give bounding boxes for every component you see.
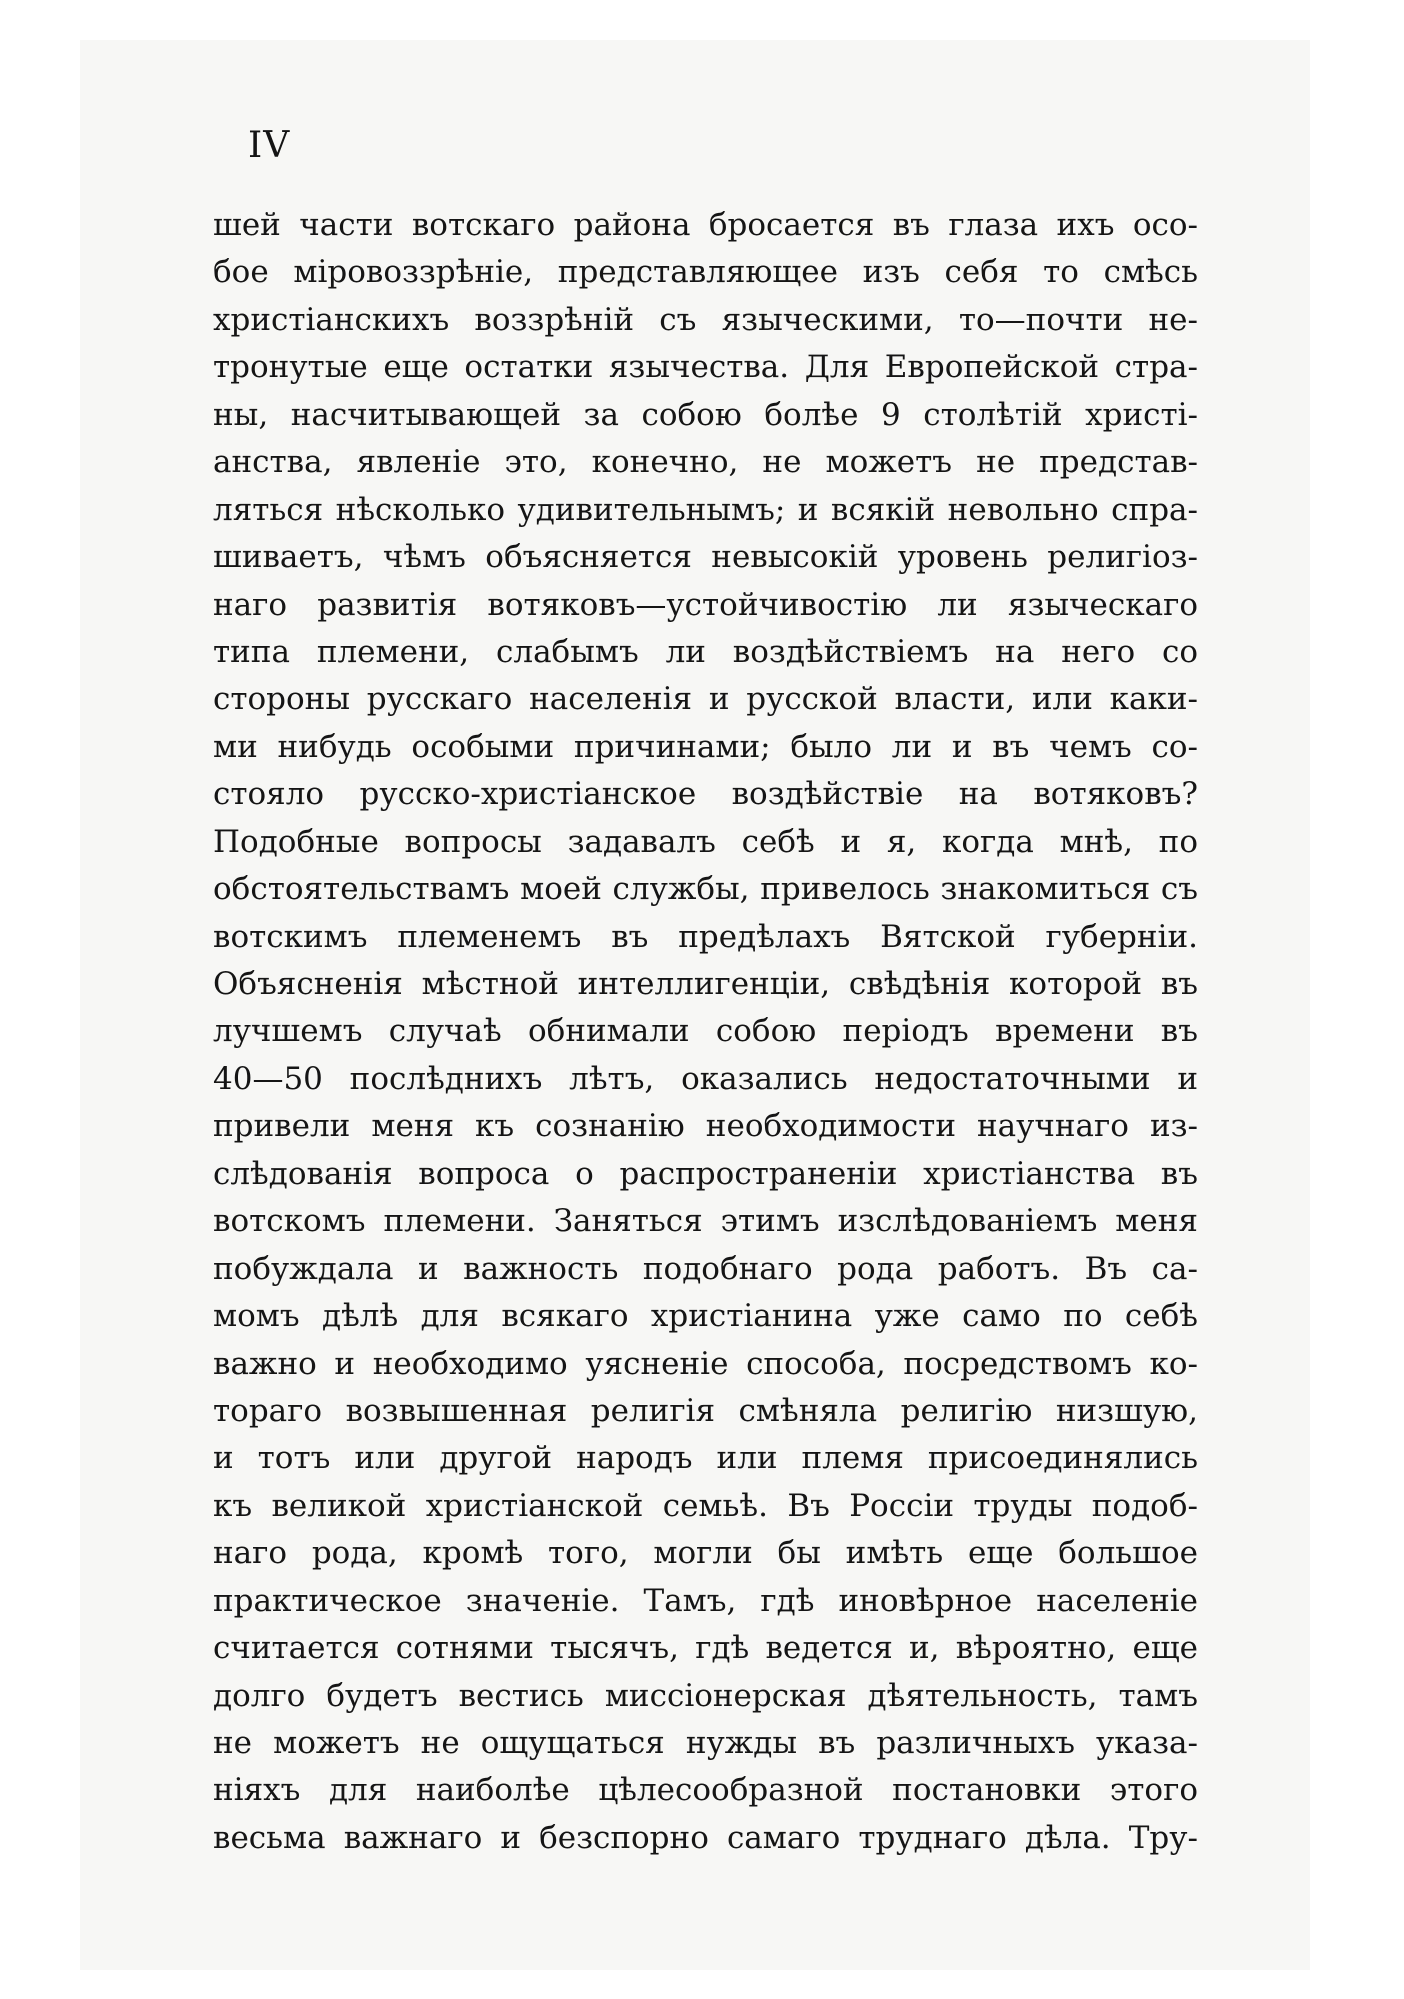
text-line: тораго возвышенная религія смѣняла религію низшую, (213, 1392, 1198, 1429)
text-line: вотскимъ племенемъ въ предѣлахъ Вятской губерніи. (213, 918, 1198, 955)
text-line: весьма важнаго и безспорно самаго труднаго дѣла. Тру- (213, 1819, 1198, 1856)
text-line: стояло русско-христіанское воздѣйствіе на вотяковъ? (213, 776, 1198, 813)
text-line: ляться нѣсколько удивительнымъ; и всякій невольно спра- (213, 491, 1198, 528)
text-line: привели меня къ сознанію необходимости научнаго из- (213, 1108, 1198, 1145)
text-line: Объясненія мѣстной интеллигенціи, свѣдѣнія которой въ (213, 966, 1198, 1002)
text-line: не можетъ не ощущаться нужды въ различныхъ указа- (213, 1725, 1198, 1761)
text-line: типа племени, слабымъ ли воздѣйствіемъ на него со (213, 633, 1198, 670)
text-line: момъ дѣлѣ для всякаго христіанина уже само по себѣ (213, 1298, 1198, 1335)
text-line: Подобные вопросы задавалъ себѣ и я, когда мнѣ, по (213, 823, 1198, 860)
body-text (213, 202, 1198, 1862)
text-line: долго будетъ вестись миссіонерская дѣятельность, тамъ (213, 1677, 1198, 1714)
text-line: ніяхъ для наиболѣе цѣлесообразной постановки этого (213, 1772, 1198, 1809)
text-line: лучшемъ случаѣ обнимали собою періодъ времени въ (213, 1013, 1198, 1050)
page-number: IV (248, 125, 291, 166)
text-line: вотскомъ племени. Заняться этимъ изслѣдованіемъ меня (213, 1203, 1198, 1240)
text-line: и тотъ или другой народъ или племя присоединялись (213, 1440, 1198, 1477)
text-line: къ великой христіанской семьѣ. Въ Россіи труды подоб- (213, 1487, 1198, 1524)
text-line: ны, насчитывающей за собою болѣе 9 столѣтій христі- (213, 396, 1198, 433)
text-line: шей части вотскаго района бросается въ глаза ихъ осо- (213, 207, 1198, 243)
text-line: шиваетъ, чѣмъ объясняется невысокій уровень религіоз- (213, 539, 1198, 576)
text-line: наго рода, кромѣ того, могли бы имѣть еще большое (213, 1535, 1198, 1572)
text-line: побуждала и важность подобнаго рода работъ. Въ са- (213, 1250, 1198, 1287)
text-line: слѣдованія вопроса о распространеніи христіанства въ (213, 1155, 1198, 1192)
text-line: обстоятельствамъ моей службы, привелось знакомиться съ (213, 871, 1198, 908)
text-line: ми нибудь особыми причинами; было ли и въ чемъ со- (213, 728, 1198, 765)
text-line: христіанскихъ воззрѣній съ языческими, то—почти не- (213, 301, 1198, 338)
text-line: анства, явленіе это, конечно, не можетъ не представ- (213, 444, 1198, 481)
text-line: 40—50 послѣднихъ лѣтъ, оказались недостаточными и (213, 1060, 1198, 1097)
text-line: бое міровоззрѣніе, представляющее изъ себя то смѣсь (213, 254, 1198, 291)
text-line: считается сотнями тысячъ, гдѣ ведется и, вѣроятно, еще (213, 1630, 1198, 1667)
text-line: важно и необходимо уясненіе способа, посредствомъ ко- (213, 1345, 1198, 1382)
text-line: наго развитія вотяковъ—устойчивостію ли языческаго (213, 586, 1198, 623)
text-line: тронутые еще остатки язычества. Для Европейской стра- (213, 349, 1198, 386)
text-line: практическое значеніе. Тамъ, гдѣ иновѣрное населеніе (213, 1582, 1198, 1619)
text-line: стороны русскаго населенія и русской власти, или каки- (213, 681, 1198, 718)
